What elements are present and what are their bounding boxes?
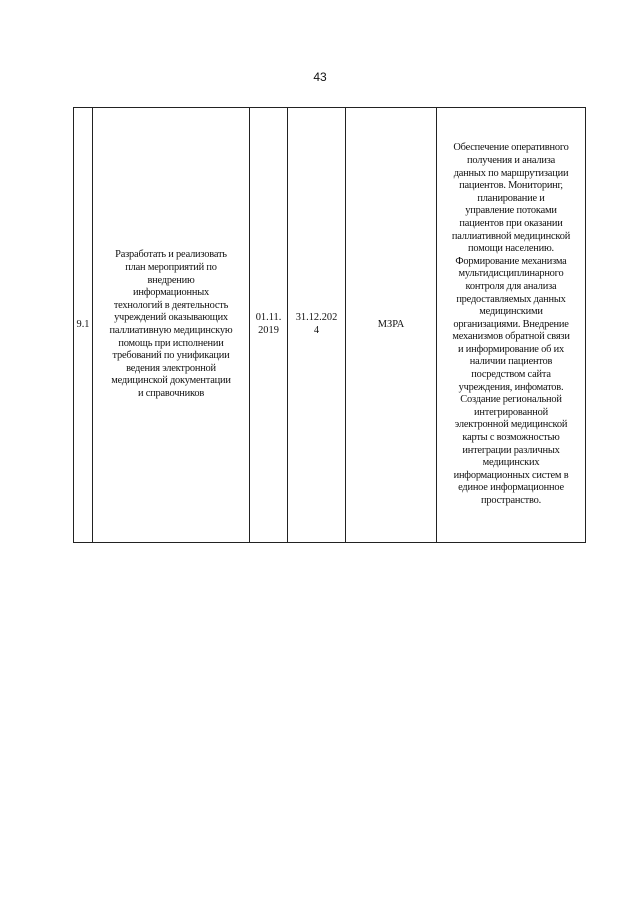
row-number-text: 9.1 <box>76 318 90 330</box>
task-text: Разработать и реализовать план мероприятий по внедрению информационных технологий в деятельность учреждений оказывающих паллиативную медицинскую помощь при исполнении требований по унификации ведения электронной медицинской документации и справочников <box>109 249 233 399</box>
cell-executor <box>346 108 437 543</box>
plan-table <box>73 107 586 543</box>
page-number: 43 <box>313 70 327 84</box>
cell-expected-result <box>437 108 586 543</box>
cell-end-date <box>288 108 346 543</box>
executor-text: МЗРА <box>377 318 405 330</box>
expected-result-text: Обеспечение оперативного получения и анализа данных по маршрутизации пациентов. Мониторинг, планирование и управление потоками пациентов при оказании паллиативной медицинской помощи населению. Формирование механизма мультидисциплинарного контроля для анализа предоставляемых данных медицинскими организациями. Внедрение механизмов обратной связи и информирование об их наличии пациентов посредством сайта учреждения, инфоматов. Создание региональной интегрированной электронной медицинской карты с возможностью интеграции различных медицинских информационных систем в единое информационное пространство. <box>451 142 571 507</box>
cell-task <box>93 108 250 543</box>
start-date-text: 01.11. 2019 <box>255 312 282 336</box>
cell-start-date <box>250 108 288 543</box>
cell-row-number <box>74 108 93 543</box>
table-row <box>74 108 586 543</box>
end-date-text: 31.12.202 4 <box>295 312 338 336</box>
